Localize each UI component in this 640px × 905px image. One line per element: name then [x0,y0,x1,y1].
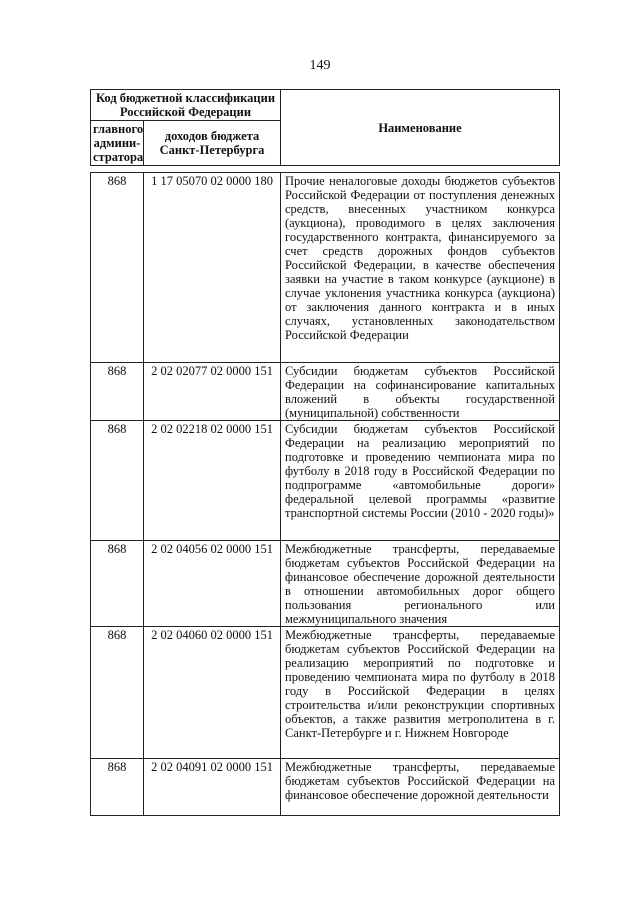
row-description: Субсидии бюджетам субъектов Российской Федерации на реализацию мероприятий по подготовке и проведению чемпионата мира по футболу в 2018 году в Российской Федерации по подпрограмме «автомобильные дороги» федеральной целевой программы «развитие транспортной системы России (2010 - 2020 годы)» [285,422,555,520]
table-row [91,173,560,363]
revenue-code-cell: 2 02 04091 02 0000 151 [144,759,281,816]
admin-code-cell: 868 [91,421,144,541]
row-description: Межбюджетные трансферты, передаваемые бюджетам субъектов Российской Федерации на финансовое обеспечение дорожной деятельности в отношении автомобильных дорог общего пользования регионального или межмуниципального значения [285,542,555,626]
revenue-code-column-header: доходов бюджета Санкт-Петербурга [144,121,281,166]
page-number: 149 [309,58,331,73]
admin-code-cell: 868 [91,363,144,421]
row-description: Субсидии бюджетам субъектов Российской Федерации на софинансирование капитальных вложений в объекты государственной (муниципальной) собственности [285,364,555,420]
admin-code-cell: 868 [91,759,144,816]
admin-code-cell: 868 [91,627,144,759]
name-cell [281,363,560,421]
table-row [91,627,560,759]
table-header [90,89,560,166]
table-row [91,541,560,627]
row-description: Межбюджетные трансферты, передаваемые бюджетам субъектов Российской Федерации на финансовое обеспечение дорожной деятельности [285,760,555,802]
admin-column-header: главного админи-стратора [91,121,144,166]
name-column-header: Наименование [281,90,560,166]
admin-code-cell: 868 [91,173,144,363]
revenue-code-cell: 1 17 05070 02 0000 180 [144,173,281,363]
table-row [91,363,560,421]
revenue-code-cell: 2 02 02077 02 0000 151 [144,363,281,421]
name-cell [281,627,560,759]
revenue-code-cell: 2 02 04056 02 0000 151 [144,541,281,627]
revenue-code-cell: 2 02 04060 02 0000 151 [144,627,281,759]
budget-code-table [90,172,560,816]
row-description: Прочие неналоговые доходы бюджетов субъектов Российской Федерации от поступления денежных средств, внесенных участником конкурса (аукциона), проводимого в целях заключения государственного контракта, финансируемого за счет средств дорожных фондов субъектов Российской Федерации, в качестве обеспечения заявки на участие в таком конкурсе (аукционе) в случае уклонения участника конкурса (аукциона) от заключения данного контракта и в иных случаях, установленных законодательством Российской Федерации [285,174,555,342]
name-cell [281,759,560,816]
table-row [91,421,560,541]
table-row [91,759,560,816]
name-cell [281,421,560,541]
budget-code-group-header: Код бюджетной классификации Российской Федерации [91,90,281,121]
revenue-code-cell: 2 02 02218 02 0000 151 [144,421,281,541]
admin-code-cell: 868 [91,541,144,627]
row-description: Межбюджетные трансферты, передаваемые бюджетам субъектов Российской Федерации на реализацию мероприятий по подготовке и проведению чемпионата мира по футболу в 2018 году в Российской Федерации в целях строительства и/или реконструкции спортивных объектов, а также развития метрополитена в г. Санкт-Петербурге и г. Нижнем Новгороде [285,628,555,740]
name-cell [281,173,560,363]
name-cell [281,541,560,627]
